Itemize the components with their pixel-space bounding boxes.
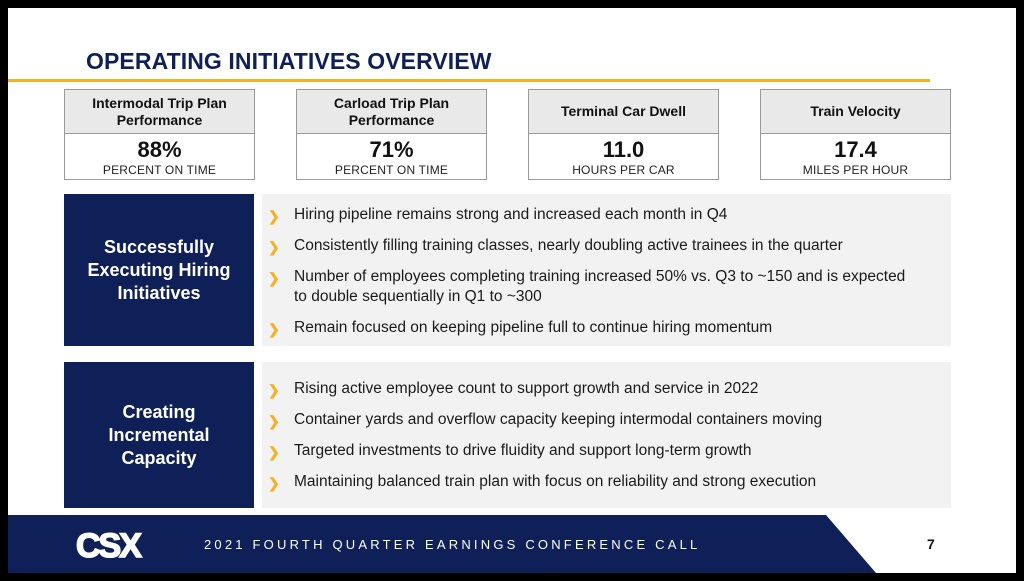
csx-logo-text: CSX bbox=[76, 527, 140, 561]
kpi-value: 71% bbox=[369, 137, 414, 162]
section-label-capacity: Creating Incremental Capacity bbox=[64, 362, 254, 508]
footer-text: 2021 FOURTH QUARTER EARNINGS CONFERENCE CALL bbox=[204, 537, 701, 552]
kpi-label: Terminal Car Dwell bbox=[529, 90, 718, 134]
section-body-capacity bbox=[262, 362, 951, 508]
list-item bbox=[262, 441, 951, 461]
kpi-label: Intermodal Trip Plan Performance bbox=[65, 90, 254, 134]
title-underline bbox=[8, 79, 930, 82]
chevron-right-icon: ❯ bbox=[268, 208, 280, 224]
kpi-label: Carload Trip Plan Performance bbox=[297, 90, 486, 134]
list-item bbox=[262, 236, 951, 256]
csx-logo bbox=[76, 527, 166, 561]
chevron-right-icon: ❯ bbox=[268, 239, 280, 255]
page-title: OPERATING INITIATIVES OVERVIEW bbox=[86, 48, 492, 74]
bullet-text: Remain focused on keeping pipeline full to continue hiring momentum bbox=[294, 319, 773, 336]
bullet-text: Hiring pipeline remains strong and increased each month in Q4 bbox=[294, 206, 728, 223]
kpi-train-velocity bbox=[760, 89, 951, 180]
bullet-list bbox=[262, 379, 951, 492]
list-item bbox=[262, 267, 951, 307]
kpi-carload-trip-plan bbox=[296, 89, 487, 180]
slide bbox=[8, 8, 1016, 573]
list-item bbox=[262, 318, 951, 338]
chevron-right-icon: ❯ bbox=[268, 321, 280, 337]
kpi-value: 11.0 bbox=[602, 137, 645, 162]
bullet-text: Rising active employee count to support growth and service in 2022 bbox=[294, 380, 759, 397]
chevron-right-icon: ❯ bbox=[268, 475, 280, 491]
chevron-right-icon: ❯ bbox=[268, 413, 280, 429]
bullet-text: Container yards and overflow capacity keeping intermodal containers moving bbox=[294, 411, 823, 428]
kpi-unit: MILES PER HOUR bbox=[802, 163, 909, 177]
chevron-right-icon: ❯ bbox=[268, 270, 280, 286]
chevron-right-icon: ❯ bbox=[268, 382, 280, 398]
bullet-text: Targeted investments to drive fluidity and support long-term growth bbox=[294, 442, 752, 459]
kpi-terminal-car-dwell bbox=[528, 89, 719, 180]
list-item bbox=[262, 379, 951, 399]
kpi-label: Train Velocity bbox=[761, 90, 950, 134]
kpi-intermodal-trip-plan bbox=[64, 89, 255, 180]
bullet-text: Consistently filling training classes, nearly doubling active trainees in the quarter bbox=[294, 237, 843, 254]
footer bbox=[8, 515, 1016, 573]
kpi-unit: HOURS PER CAR bbox=[572, 163, 675, 177]
section-label-hiring: Successfully Executing Hiring Initiatives bbox=[64, 194, 254, 346]
list-item bbox=[262, 472, 951, 492]
bullet-text: Maintaining balanced train plan with focus on reliability and strong execution bbox=[294, 473, 817, 490]
kpi-unit: PERCENT ON TIME bbox=[102, 163, 217, 177]
list-item bbox=[262, 410, 951, 430]
chevron-right-icon: ❯ bbox=[268, 444, 280, 460]
list-item bbox=[262, 205, 951, 225]
kpi-value: 88% bbox=[137, 137, 182, 162]
bullet-list bbox=[262, 205, 951, 338]
page-number: 7 bbox=[927, 536, 935, 552]
section-body-hiring bbox=[262, 194, 951, 346]
bullet-text: Number of employees completing training increased 50% vs. Q3 to ~150 and is expected to double sequentially in Q1 to ~300 bbox=[294, 268, 906, 305]
kpi-unit: PERCENT ON TIME bbox=[334, 163, 449, 177]
kpi-value: 17.4 bbox=[834, 137, 877, 162]
